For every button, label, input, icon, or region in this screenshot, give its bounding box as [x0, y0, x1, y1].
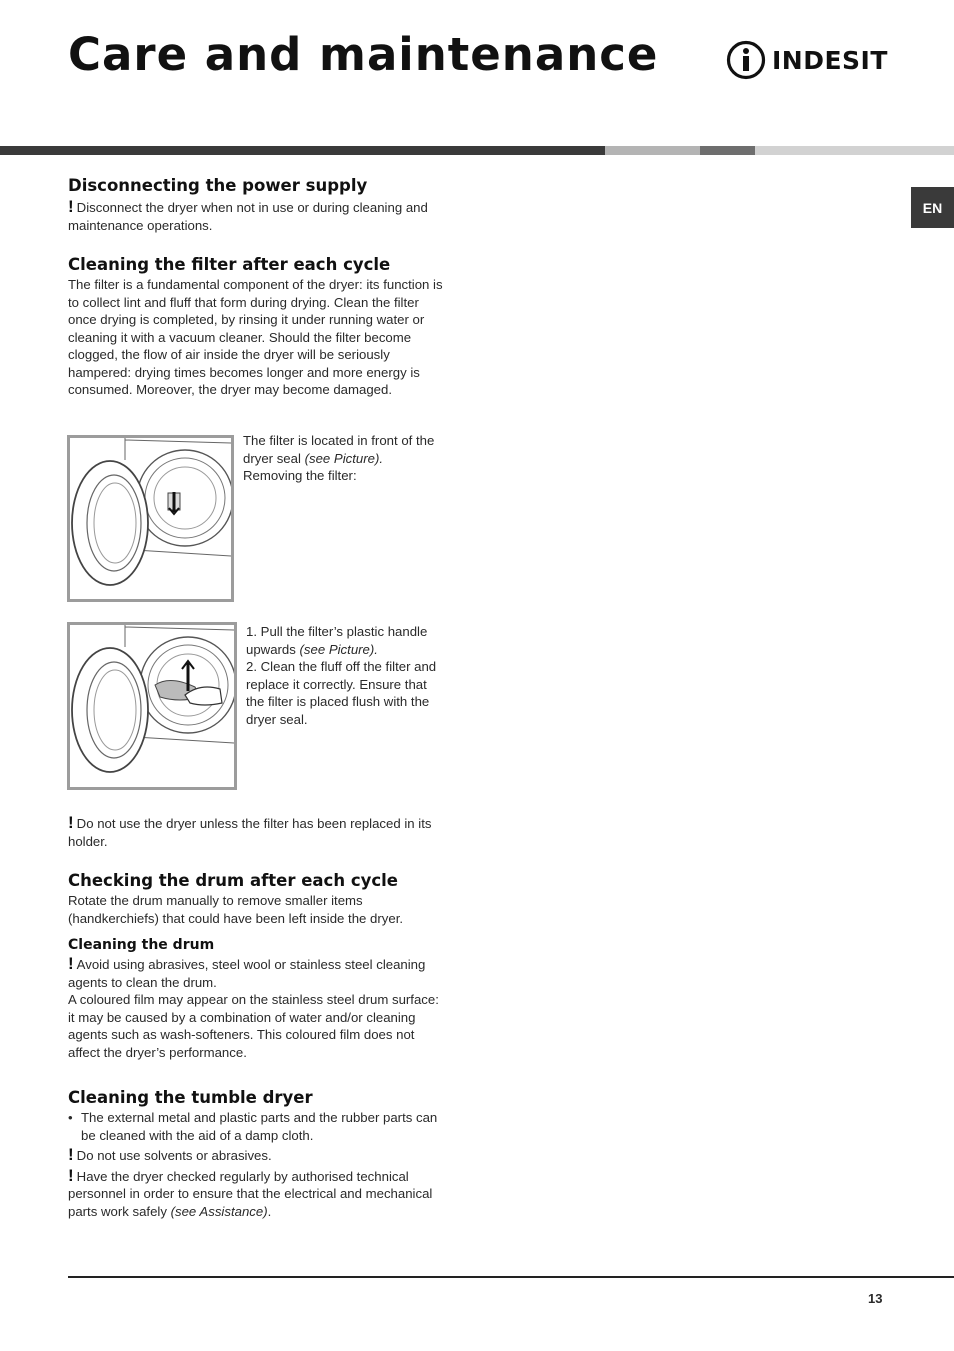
figure-filter-removal — [67, 622, 237, 790]
tumble-warning-1-text: Do not use solvents or abrasives. — [76, 1148, 272, 1163]
tumble-bullet-text: The external metal and plastic parts and the rubber parts can be cleaned with the aid of a damp cloth. — [81, 1110, 438, 1143]
power-warning-text: Disconnect the dryer when not in use or during cleaning and maintenance operations. — [68, 200, 428, 233]
tumble-warning-2-text: Have the dryer checked regularly by authorised technical personnel in order to ensure that the electrical and mechanical parts work safely — [68, 1168, 433, 1219]
tumble-warning-2 — [68, 1167, 442, 1221]
filter-heading: Cleaning the filter after each cycle — [68, 255, 391, 274]
figure2-step1: 1. Pull the filter’s plastic handle upwards — [246, 624, 428, 657]
section-power — [68, 176, 448, 234]
section-filter — [68, 255, 444, 399]
page-title: Care and maintenance — [68, 28, 659, 81]
dryer-filter-removal-illustration — [70, 625, 234, 787]
power-warning — [68, 198, 448, 234]
figure1-caption-ref: (see Picture). — [304, 450, 383, 466]
page-number: 13 — [868, 1291, 883, 1306]
indesit-logo — [726, 40, 888, 80]
filter-body: The filter is a fundamental component of the dryer: its function is to collect lint and fluff that form during drying. Clean the filter once drying is completed, by rinsing it under running water or cleaning it with a vacuum cleaner. Should the filter become clogged, the flow of air inside the dryer will be seriously hampered: drying times becomes longer and more energy is consumed. Moreover, the dryer may become damaged. — [68, 277, 443, 397]
filter-warning — [68, 814, 440, 850]
language-tab: EN — [911, 187, 954, 228]
filter-warning-text: Do not use the dryer unless the filter has been replaced in its holder. — [68, 816, 432, 849]
figure1-caption — [243, 432, 438, 485]
tumble-warning-1 — [68, 1146, 442, 1165]
warning-mark: ! — [68, 1145, 74, 1164]
footer-rule — [68, 1276, 954, 1278]
header-band-pale — [755, 146, 954, 155]
header-band-mid — [700, 146, 755, 155]
tumble-heading: Cleaning the tumble dryer — [68, 1088, 313, 1107]
figure2-step2: 2. Clean the fluff off the filter and replace it correctly. Ensure that the filter is placed flush with the dryer seal. — [246, 659, 437, 727]
warning-mark: ! — [68, 197, 74, 216]
header-band-dark — [0, 146, 605, 155]
drum-body2: A coloured film may appear on the stainless steel drum surface: it may be caused by a combination of water and/or cleaning agents such as wash-softeners. This coloured film does not affect the dryer’s performance. — [68, 992, 439, 1060]
drum-heading: Checking the drum after each cycle — [68, 871, 398, 890]
power-heading: Disconnecting the power supply — [68, 176, 368, 195]
warning-mark: ! — [68, 813, 74, 832]
drum-subheading: Cleaning the drum — [68, 937, 215, 953]
indesit-logo-icon — [726, 40, 766, 80]
figure2-caption — [246, 623, 446, 728]
bullet-mark: • — [68, 1110, 73, 1125]
tumble-warning-2-end: . — [267, 1203, 272, 1219]
figure-filter-location — [67, 435, 234, 602]
figure1-caption-removing: Removing the filter: — [243, 468, 357, 483]
dryer-filter-location-illustration — [70, 438, 231, 599]
header-band-light — [605, 146, 700, 155]
section-drum — [68, 871, 448, 1061]
logo-text: INDESIT — [772, 45, 888, 75]
section-tumble — [68, 1088, 442, 1220]
assistance-ref: (see Assistance) — [170, 1203, 268, 1219]
tumble-bullet — [68, 1109, 442, 1144]
figure2-step1-ref: (see Picture). — [299, 641, 378, 657]
figure1-caption-text: The filter is located in front of the dryer seal — [243, 433, 435, 466]
filter-warning-block — [68, 814, 440, 850]
drum-body: Rotate the drum manually to remove smaller items (handkerchiefs) that could have been left inside the dryer. — [68, 893, 404, 926]
drum-warning — [68, 955, 448, 991]
warning-mark: ! — [68, 1165, 74, 1185]
warning-mark: ! — [68, 954, 74, 973]
drum-warning-text: Avoid using abrasives, steel wool or stainless steel cleaning agents to clean the drum. — [68, 957, 426, 990]
